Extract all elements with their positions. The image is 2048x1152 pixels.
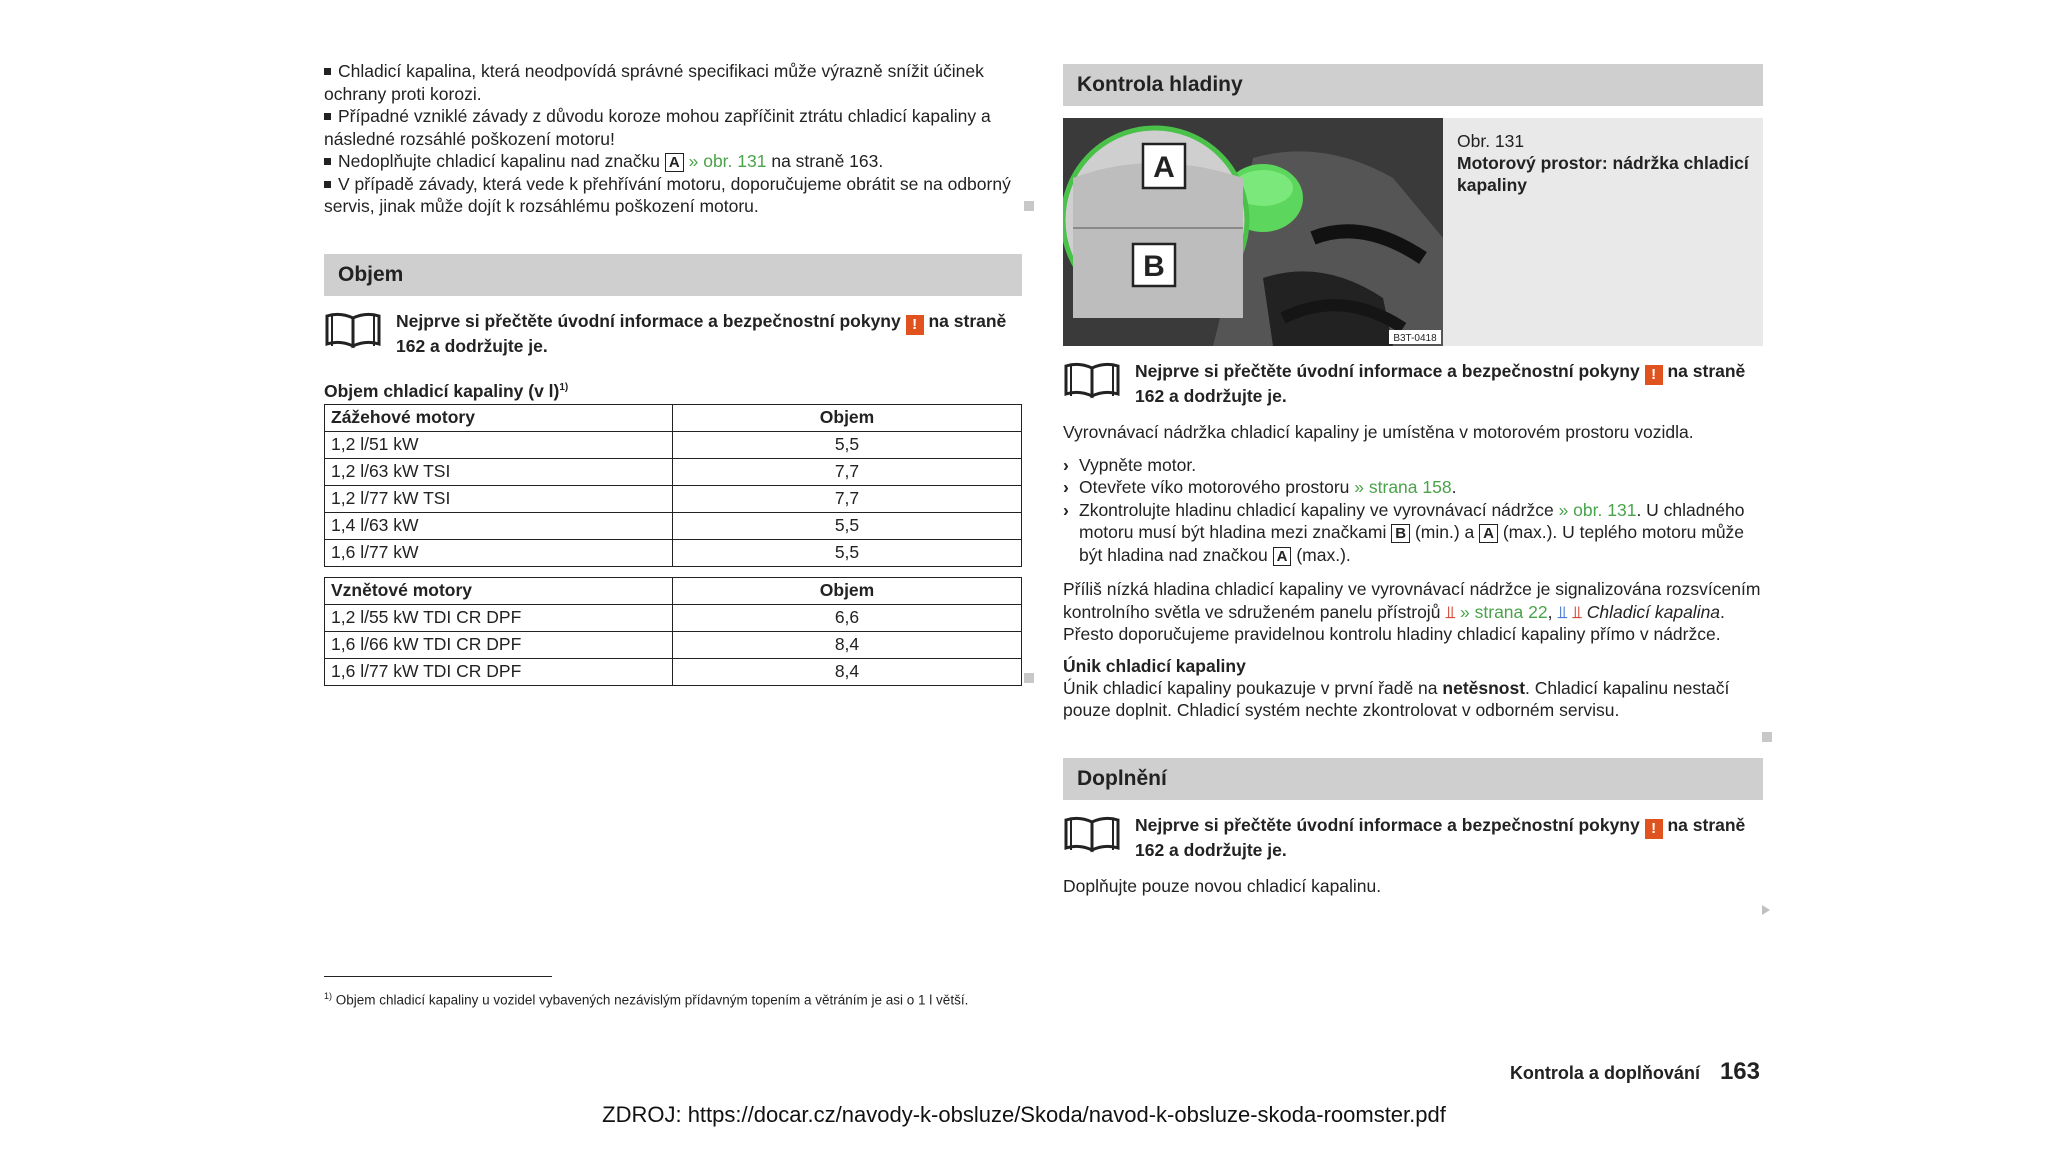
chevron-right-icon: › xyxy=(1063,477,1069,497)
figure-label-a: A xyxy=(1153,151,1175,184)
page-number: 163 xyxy=(1719,1058,1760,1085)
book-icon xyxy=(1063,360,1121,400)
bullet-icon xyxy=(324,68,331,75)
refill-text: Doplňujte pouze novou chladicí kapalinu. xyxy=(1063,875,1382,896)
table-row: 1,2 l/51 kW 5,5 xyxy=(325,431,1022,458)
bullet-item: V případě závady, která vede k přehřívání motoru, doporučujeme obrátit se na odborný servis, jinak může dojít k rozsáhlému poškození motoru. xyxy=(324,173,1011,216)
safety-note: Nejprve si přečtěte úvodní informace a bezpečnostní pokyny ! na straně 162 a dodržujte je. xyxy=(1063,814,1763,861)
bullet-icon xyxy=(324,181,331,188)
table-row: 1,4 l/63 kW 5,5 xyxy=(325,512,1022,539)
end-marker xyxy=(1024,673,1034,683)
section-title-objem: Objem xyxy=(324,254,1022,296)
end-marker xyxy=(1024,201,1034,211)
mark-b-tag: B xyxy=(1391,524,1410,543)
bullet-icon xyxy=(324,113,331,120)
coolant-warning-icon: ⫫ xyxy=(1572,601,1582,622)
left-column xyxy=(324,60,1022,686)
bullet-item: Případné vzniklé závady z důvodu koroze mohou zapříčinit ztrátu chladicí kapaliny a následné rozsáhlé poškození motoru! xyxy=(324,106,991,149)
page-link[interactable]: » strana 22 xyxy=(1460,601,1548,622)
book-icon xyxy=(324,310,382,350)
section-title-kontrola: Kontrola hladiny xyxy=(1063,64,1763,106)
table-row: 1,6 l/77 kW 5,5 xyxy=(325,539,1022,566)
source-caption: ZDROJ: https://docar.cz/navody-k-obsluze/Skoda/navod-k-obsluze-skoda-roomster.pdf xyxy=(602,1102,1446,1127)
diesel-engines-table xyxy=(324,577,1022,686)
figure-code: B3T-0418 xyxy=(1393,333,1437,344)
mark-a-tag: A xyxy=(665,153,684,172)
step-item: › Vypněte motor. xyxy=(1063,454,1197,475)
section-title-doplneni: Doplnění xyxy=(1063,758,1763,800)
continue-arrow-icon xyxy=(1762,905,1770,915)
leak-text: Únik chladicí kapaliny poukazuje v první řadě na netěsnost. Chladicí kapalinu nestačí pouze doplnit. Chladicí systém nechte zkontrolovat v odborném servisu. xyxy=(1063,677,1730,720)
step-item: › Otevřete víko motorového prostoru » strana 158. xyxy=(1063,477,1457,497)
right-column xyxy=(1063,64,1763,897)
figure-caption: Obr. 131 Motorový prostor: nádržka chladicí kapaliny xyxy=(1457,131,1749,195)
column-header: Objem xyxy=(673,404,1022,431)
figure-link[interactable]: » obr. 131 xyxy=(688,151,767,171)
mark-a-tag: A xyxy=(1273,547,1292,566)
intro-text: Vyrovnávací nádržka chladicí kapaliny je umístěna v motorovém prostoru vozidla. xyxy=(1063,422,1694,442)
bullet-icon xyxy=(324,158,331,165)
figure-label-b: B xyxy=(1143,250,1165,283)
coolant-tank-illustration xyxy=(1063,118,1443,346)
bullet-item: Nedoplňujte chladicí kapalinu nad značku A » obr. 131 na straně 163. xyxy=(324,150,1022,173)
chevron-right-icon: › xyxy=(1063,454,1069,475)
column-header: Vznětové motory xyxy=(325,577,673,604)
warning-icon: ! xyxy=(1645,819,1663,839)
petrol-engines-table xyxy=(324,404,1022,567)
safety-note: Nejprve si přečtěte úvodní informace a bezpečnostní pokyny ! na straně 162 a dodržujte je. xyxy=(1063,360,1763,407)
bullet-item: Chladicí kapalina, která neodpovídá správné specifikaci může výrazně snížit účinek ochrany proti korozi. xyxy=(324,61,984,104)
leak-title: Únik chladicí kapaliny xyxy=(1063,655,1246,676)
table-row: 1,2 l/63 kW TSI 7,7 xyxy=(325,458,1022,485)
chevron-right-icon: › xyxy=(1063,499,1069,520)
warning-icon: ! xyxy=(906,315,924,335)
footnote-divider xyxy=(324,976,552,977)
end-marker xyxy=(1762,732,1772,742)
safety-note: Nejprve si přečtěte úvodní informace a bezpečnostní pokyny ! na straně 162 a dodržujte je. xyxy=(324,310,1022,357)
table-row: 1,6 l/77 kW TDI CR DPF 8,4 xyxy=(325,658,1022,685)
table-row: 1,6 l/66 kW TDI CR DPF 8,4 xyxy=(325,631,1022,658)
engine-bay-image xyxy=(1063,118,1443,346)
figure-131 xyxy=(1063,118,1763,346)
coolant-level-icon: ⫫ xyxy=(1557,601,1568,622)
column-header: Zážehové motory xyxy=(325,404,673,431)
figure-link[interactable]: » obr. 131 xyxy=(1558,499,1637,520)
mark-a-tag: A xyxy=(1479,524,1498,543)
coolant-warning-icon: ⫫ xyxy=(1445,601,1456,622)
column-header: Objem xyxy=(673,577,1022,604)
page-link[interactable]: » strana 158 xyxy=(1354,477,1452,497)
warning-icon: ! xyxy=(1645,365,1663,385)
page-footer: Kontrola a doplňování 163 xyxy=(1509,1058,1760,1085)
table-row: 1,2 l/55 kW TDI CR DPF 6,6 xyxy=(325,604,1022,631)
table-row: 1,2 l/77 kW TSI 7,7 xyxy=(325,485,1022,512)
footnote: $^{1)}$ Objem chladicí kapaliny u vozidel vybavených nezávislým přídavným topením a větráním je asi o 1 l větší. xyxy=(324,991,969,1008)
step-item: › Zkontrolujte hladinu chladicí kapaliny ve vyrovnávací nádržce » obr. 131. U chladného motoru musí být hladina mezi značkami B (min.) a A (max.). U teplého motoru může být hladina nad značkou A (max.). xyxy=(1063,499,1745,565)
table-title: Objem chladicí kapaliny (v l)$^{1)}$ xyxy=(324,380,569,401)
warning-light-text: Příliš nízká hladina chladicí kapaliny ve vyrovnávací nádržce je signalizována rozsvícením kontrolního světla ve sdruženém panelu přístrojů ⫫ » strana 22, ⫫ ⫫ Chladicí kapalina. Přesto doporučujeme pravidelnou kontrolu hladiny chladicí kapaliny přímo v nádržce. xyxy=(1063,579,1761,644)
book-icon xyxy=(1063,814,1121,854)
